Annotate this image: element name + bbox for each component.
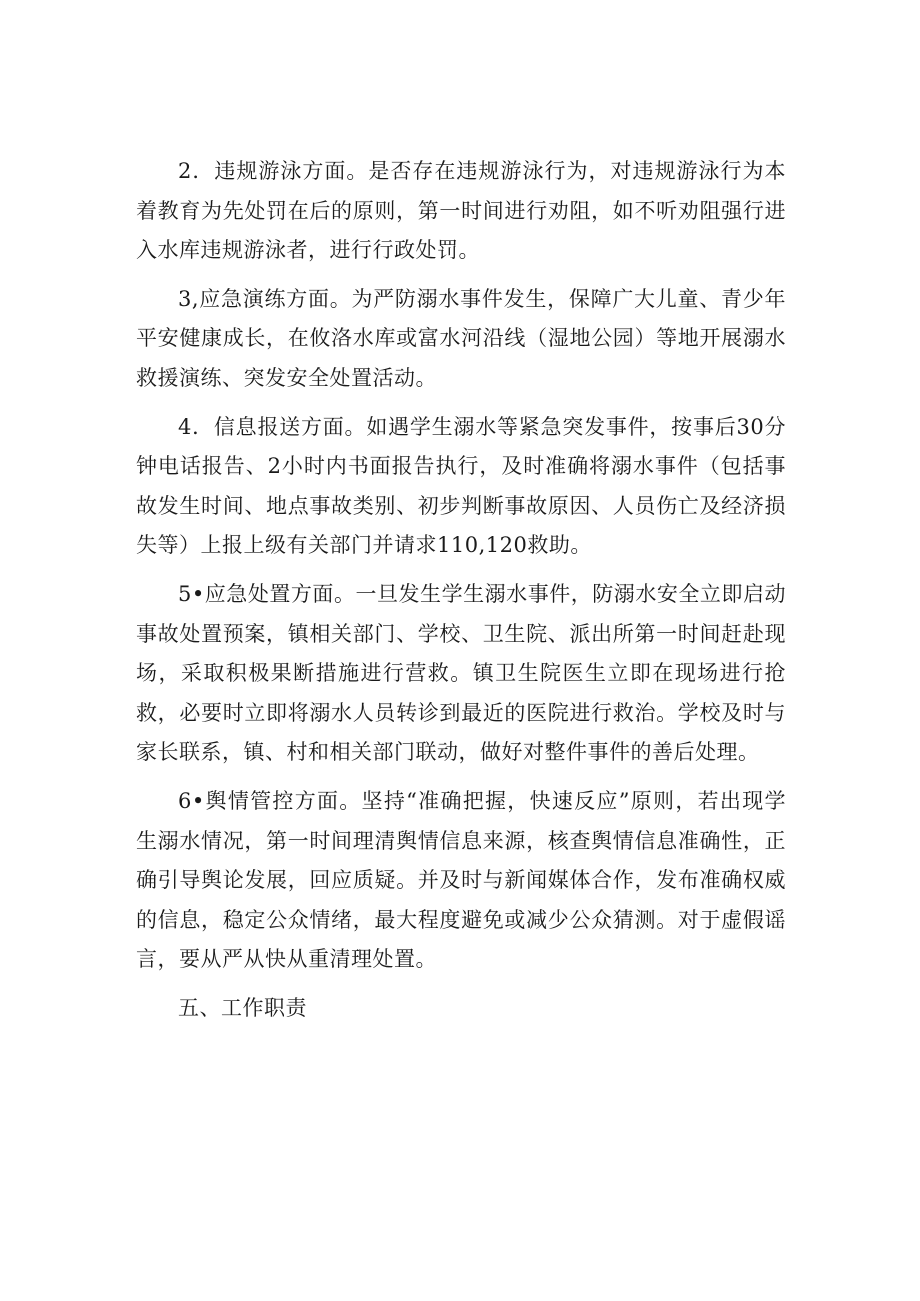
paragraph-public-opinion: 6•舆情管控方面。坚持“准确把握，快速反应”原则，若出现学生溺水情况，第一时间理清舆情信息来源，核查舆情信息准确性，正确引导舆论发展，回应质疑。并及时与新闻媒体合作，发布准确权威的信息，稳定公众情绪，最大程度避免或减少公众猜测。对于虚假谣言，要从严从快从重清理处置。 xyxy=(136,788,786,972)
paragraph-emergency-response: 5•应急处置方面。一旦发生学生溺水事件，防溺水安全立即启动事故处置预案，镇相关部门、学校、卫生院、派出所第一时间赶赴现场，采取积极果断措施进行营救。镇卫生院医生立即在现场进行抢救，必要时立即将溺水人员转诊到最近的医院进行救治。学校及时与家长联系，镇、村和相关部门联动，做好对整件事件的善后处理。 xyxy=(136,581,786,765)
document-page xyxy=(136,152,786,1028)
section-heading-duties: 五、工作职责 xyxy=(178,995,307,1020)
paragraph-illegal-swimming: 2．违规游泳方面。是否存在违规游泳行为，对违规游泳行为本着教育为先处罚在后的原则，第一时间进行劝阻，如不听劝阻强行进入水库违规游泳者，进行行政处罚。 xyxy=(136,159,786,263)
paragraph-emergency-drill: 3,应急演练方面。为严防溺水事件发生，保障广大儿童、青少年平安健康成长，在攸洛水库或富水河沿线（湿地公园）等地开展溺水救援演练、突发安全处置活动。 xyxy=(136,286,786,390)
paragraph-information-reporting: 4．信息报送方面。如遇学生溺水等紧急突发事件，按事后30分钟电话报告、2小时内书面报告执行，及时准确将溺水事件（包括事故发生时间、地点事故类别、初步判断事故原因、人员伤亡及经济损失等）上报上级有关部门并请求110,120救助。 xyxy=(136,414,786,558)
